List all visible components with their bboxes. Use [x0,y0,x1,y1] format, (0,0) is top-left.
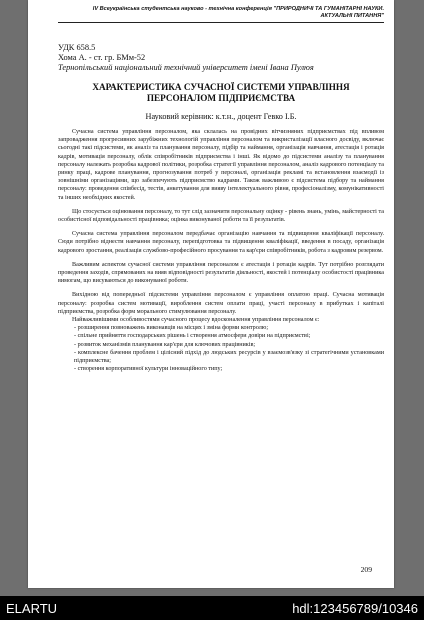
body-paragraph-6: Найважливішими особливостями сучасного процесу вдосконалення управління персоналом є: [72,317,320,324]
scientific-supervisor: Науковий керівник: к.т.н., доцент Гевко І.Б. [145,112,297,121]
document-page [28,0,394,588]
repository-name: ELARTU [6,601,58,616]
body-paragraph-2: Що стосується оцінювання персоналу, то тут слід зазначити персональну оцінку - рівень знань, умінь, майстерності та особистісної відповідальності працівника; оцінка виконуваної роботи та її результатів. [58,208,384,224]
repository-footer-bar [0,596,424,620]
body-paragraph-4: Важливим аспектом сучасної системи управління персоналом є атестація і ротація кадрів. Тут потрібно розглядати проведення заходів, спрямованих на вияв відповідності результатів діяльності, якостей і потенціалу особистості працівника вимогам, що висуваються до виконуваної роботи. [58,261,384,285]
body-paragraph-1: Сучасна система управління персоналом, яка склалась на провідних вітчизняних підприємствах під впливом запровадження прогресивних зарубіжних технологій управління персоналом та викристалізації власного досвіду, включає сьогодні такі підсистеми, як аналіз та планування персоналу, підбір та наймання, організація навчання, атестація і ротація кадрів, мотивація персоналу, облік співробітників підприємства і інші. Як відомо до підсистеми аналізу та планування персоналу належать розробка кадрової політики, розробка стратегії управління персоналом, аналіз кадрового потенціалу та ринку праці, кадрове планування, прогнозування потреб у персоналі, організація рекламі та встановлення взаємодії із зовнішніми організаціями, що забезпечують підприємство кадрами. Також важливою є підсистема підбору та наймання персоналу: проведення співбесід, тестів, анкетування для вияву інтелектуального рівня, професіоналізму, комунікативності та інших необхідних якостей. [58,129,384,201]
handle-identifier[interactable]: hdl:123456789/10346 [292,601,418,616]
list-item: - створення корпоративної культури інноваційного типу; [74,366,223,373]
author-line: Хома А. - ст. гр. БМм-52 [58,53,146,62]
list-item: - комплексне бачення проблем і цілісний підхід до людських ресурсів у взаємозв'язку зі стратегічними установками підприємства; [74,349,384,365]
list-item: - спільне прийняття господарських рішень і створення атмосфери довіри на підприємстві; [74,333,311,340]
conference-header-line-1: IV Всеукраїнська студентська науково - технічна конференція "ПРИРОДНИЧІ ТА ГУМАНІТАРНІ НАУКИ. [92,6,384,12]
page-number: 209 [360,565,372,574]
list-item: - розвиток механізмів планування кар'єри для ключових працівників; [74,341,256,348]
conference-header [58,0,384,23]
udk-code: УДК 658.5 [58,43,96,52]
conference-header-line-2: АКТУАЛЬНІ ПИТАННЯ" [320,13,384,19]
body-paragraph-5: Вихідною від попередньої підсистеми управління персоналом є управління оплатою праці. Сучасна мотивація персоналу: розробка систем мотивації, вироблення систем оплати праці, участі персоналу в прибутках і капіталі підприємства, розробка форм морального стимулювання персоналу. [58,292,384,315]
body-paragraph-3: Сучасна система управління персоналом передбачає організацію навчання та підвищення кваліфікації персоналу. Сюди потрібно віднести навчання персоналу, перепідготовка та підвищення кваліфікації, введення в посаду, організація кадрового зростання, реалізація службово-професійного просування та кар'єри співробітників, робота з кадровим резервом. [58,231,384,254]
list-item: - розширення повноважень виконавців на місцях і зміна форми контролю; [74,325,269,332]
affiliation: Тернопільський національний технічний університет імені Івана Пулюя [58,63,314,72]
paper-title: ХАРАКТЕРИСТИКА СУЧАСНОЇ СИСТЕМИ УПРАВЛІННЯ ПЕРСОНАЛОМ ПІДПРИЄМСТВА [92,82,350,103]
